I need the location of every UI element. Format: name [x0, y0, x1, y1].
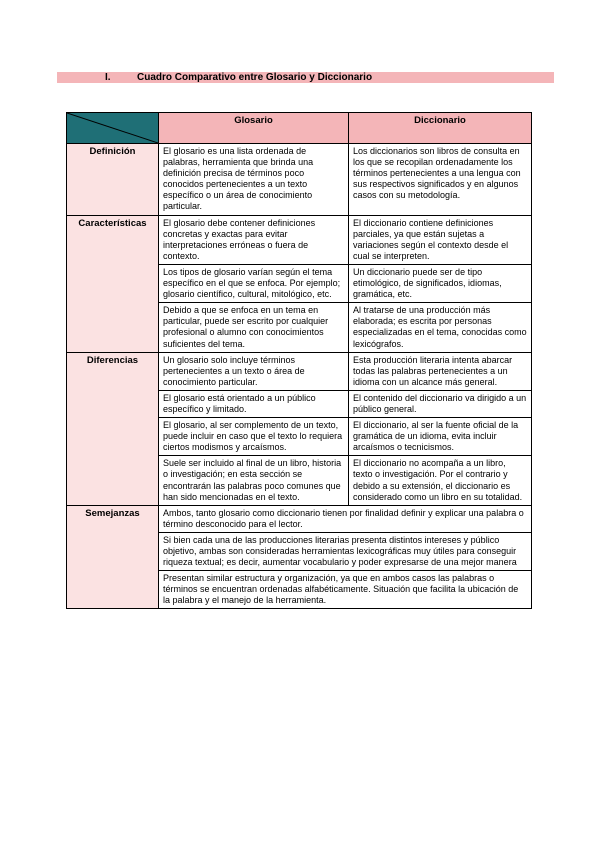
row-header-definicion: Definición — [67, 144, 159, 216]
table-row — [67, 505, 532, 532]
diccionario-cell: Esta producción literaria intenta abarcar todas las palabras pertenecientes a un idioma con un alcance más general. — [349, 352, 532, 390]
glosario-cell: El glosario está orientado a un público específico y limitado. — [159, 390, 349, 417]
semejanza-cell: Presentan similar estructura y organización, ya que en ambos casos las palabras o términos se encuentran ordenadas alfabéticamente. Situación que facilita la ubicación de la palabra y el manejo de la herramienta. — [159, 571, 532, 609]
glosario-cell: Un glosario solo incluye términos pertenecientes a un texto o área de conocimiento particular. — [159, 352, 349, 390]
section-title: Cuadro Comparativo entre Glosario y Diccionario — [137, 72, 373, 83]
diccionario-cell: El diccionario contiene definiciones parciales, ya que están sujetas a variaciones según el contexto desde el cual se interpreten. — [349, 215, 532, 264]
diccionario-cell: Un diccionario puede ser de tipo etimológico, de significados, idiomas, gramática, etc. — [349, 264, 532, 302]
table-row — [67, 215, 532, 264]
glosario-cell: Suele ser incluido al final de un libro, historia o investigación; en esta sección se encontrarán las palabras poco comunes que han sido mencionadas en el texto. — [159, 456, 349, 505]
table-row — [67, 144, 532, 216]
diccionario-cell: Al tratarse de una producción más elaborada; es escrita por personas especializadas en el tema, conocidas como lexicógrafos. — [349, 303, 532, 352]
diagonal-line — [67, 113, 158, 143]
column-header-diccionario: Diccionario — [349, 113, 532, 144]
glosario-cell: El glosario debe contener definiciones concretas y exactas para evitar interpretaciones erróneas o fuera de contexto. — [159, 215, 349, 264]
diccionario-cell: El diccionario no acompaña a un libro, texto o investigación. Por el contrario y debido a su extensión, el diccionario es considerado como un libro en su totalidad. — [349, 456, 532, 505]
row-header-semejanzas: Semejanzas — [67, 505, 159, 609]
section-heading — [57, 72, 554, 83]
glosario-cell: Debido a que se enfoca en un tema en particular, puede ser escrito por cualquier profesional o alumno con conocimientos suficientes del tema. — [159, 303, 349, 352]
glosario-cell: El glosario, al ser complemento de un texto, puede incluir en caso que el texto lo requiera ciertos modismos y arcaísmos. — [159, 418, 349, 456]
header-row — [67, 113, 532, 144]
diccionario-cell: El contenido del diccionario va dirigido a un público general. — [349, 390, 532, 417]
row-header-diferencias: Diferencias — [67, 352, 159, 505]
glosario-cell: El glosario es una lista ordenada de palabras, herramienta que brinda una definición precisa de términos poco conocidos pertenecientes a un texto específico o un área de conocimiento particular. — [159, 144, 349, 216]
semejanza-cell: Si bien cada una de las producciones literarias presenta distintos intereses y público objetivo, ambas son consideradas herramientas lexicográficas muy útiles para conseguir riqueza textual; es decir, aumentar vocabulario y poder expresarse de una mejor manera — [159, 532, 532, 570]
comparison-table — [66, 112, 532, 609]
glosario-cell: Los tipos de glosario varían según el tema específico en el que se enfoca. Por ejemplo; glosario científico, cultural, mitológico, etc. — [159, 264, 349, 302]
section-number: I. — [105, 72, 111, 83]
corner-diagonal-cell — [67, 113, 159, 144]
semejanza-cell: Ambos, tanto glosario como diccionario tienen por finalidad definir y explicar una palabra o término desconocido para el lector. — [159, 505, 532, 532]
table-row — [67, 352, 532, 390]
row-header-caracteristicas: Características — [67, 215, 159, 352]
diccionario-cell: El diccionario, al ser la fuente oficial de la gramática de un idioma, evita incluir arcaísmos o tecnicismos. — [349, 418, 532, 456]
diccionario-cell: Los diccionarios son libros de consulta en los que se recopilan ordenadamente los términos pertenecientes a una lengua con sus respectivos significados y en algunos casos con su metodología. — [349, 144, 532, 216]
column-header-glosario: Glosario — [159, 113, 349, 144]
